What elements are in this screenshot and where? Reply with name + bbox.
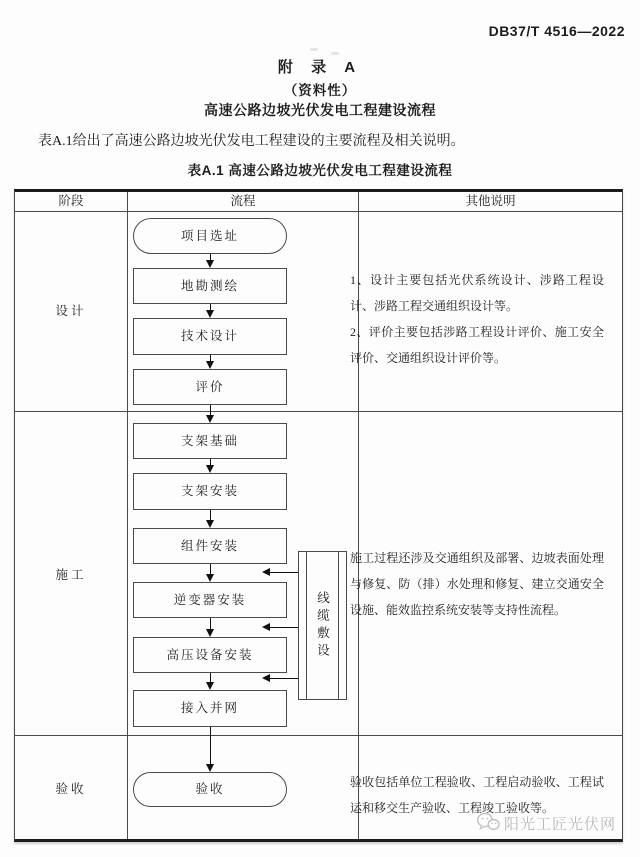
flow-node-evaluation: 评价 bbox=[133, 369, 287, 405]
phase-label-construction: 施工 bbox=[55, 568, 87, 582]
flow-node-geological-survey: 地勘测绘 bbox=[133, 268, 287, 304]
table-a1 bbox=[14, 189, 623, 842]
note-paragraph: 验收包括单位工程验收、工程启动验收、工程试运和移交生产验收、工程竣工验收等。 bbox=[350, 775, 604, 815]
left-arrow bbox=[262, 572, 298, 573]
header-phase: 阶段 bbox=[58, 194, 84, 208]
down-arrow bbox=[210, 355, 211, 369]
flow-node-bracket-install: 支架安装 bbox=[133, 473, 287, 510]
note-paragraph: 2、评价主要包括涉路工程设计评价、施工安全评价、交通组织设计评价等。 bbox=[350, 325, 604, 365]
down-arrow bbox=[210, 405, 211, 423]
table-caption: 表A.1 高速公路边坡光伏发电工程建设流程 bbox=[187, 163, 453, 178]
watermark-label: 阳光工匠光伏网 bbox=[503, 816, 616, 833]
down-arrow bbox=[210, 510, 211, 528]
intro-paragraph: 表A.1给出了高速公路边坡光伏发电工程建设的主要流程及相关说明。 bbox=[38, 134, 465, 149]
flow-node-grid-connection: 接入并网 bbox=[133, 690, 287, 727]
flow-node-module-install: 组件安装 bbox=[133, 528, 287, 564]
row-divider bbox=[15, 735, 622, 736]
down-arrow bbox=[210, 673, 211, 690]
row-divider bbox=[15, 211, 622, 212]
watermark bbox=[476, 812, 616, 835]
notes-design bbox=[350, 267, 604, 371]
down-arrow bbox=[210, 254, 211, 268]
phase-label-design: 设计 bbox=[55, 304, 87, 318]
note-paragraph: 1、设计主要包括光伏系统设计、涉路工程设计、涉路工程交通组织设计等。 bbox=[350, 273, 604, 313]
row-divider bbox=[15, 411, 622, 412]
notes-construction bbox=[350, 545, 604, 623]
left-arrow bbox=[262, 678, 298, 679]
header-process: 流程 bbox=[230, 194, 256, 208]
appendix-type: （资料性） bbox=[283, 83, 357, 98]
left-arrow bbox=[262, 627, 298, 628]
down-arrow bbox=[210, 459, 211, 473]
flow-node-hv-equipment-install: 高压设备安装 bbox=[133, 637, 287, 673]
scan-artifact bbox=[310, 48, 318, 51]
appendix-label: 附 录 A bbox=[277, 59, 363, 76]
wechat-icon bbox=[476, 812, 500, 835]
down-arrow bbox=[210, 304, 211, 318]
down-arrow bbox=[210, 727, 211, 772]
flow-node-technical-design: 技术设计 bbox=[133, 318, 287, 355]
flow-node-site-selection: 项目选址 bbox=[133, 218, 287, 254]
appendix-title: 高速公路边坡光伏发电工程建设流程 bbox=[204, 102, 436, 118]
column-divider bbox=[127, 192, 128, 839]
flow-node-acceptance: 验收 bbox=[133, 772, 287, 807]
standard-code: DB37/T 4516—2022 bbox=[488, 23, 625, 39]
scan-artifact bbox=[331, 52, 339, 55]
cable-laying-label: 线缆敷设 bbox=[315, 590, 330, 661]
note-paragraph: 施工过程还涉及交通组织及部署、边坡表面处理与修复、防（排）水处理和修复、建立交通安全设施、能效监控系统安装等支持性流程。 bbox=[350, 551, 604, 617]
down-arrow bbox=[210, 618, 211, 637]
header-notes: 其他说明 bbox=[465, 194, 516, 208]
phase-label-acceptance: 验收 bbox=[55, 782, 87, 796]
flow-node-inverter-install: 逆变器安装 bbox=[133, 582, 287, 618]
down-arrow bbox=[210, 564, 211, 582]
flow-node-cable-laying bbox=[298, 551, 347, 700]
flow-node-bracket-foundation: 支架基础 bbox=[133, 423, 287, 459]
